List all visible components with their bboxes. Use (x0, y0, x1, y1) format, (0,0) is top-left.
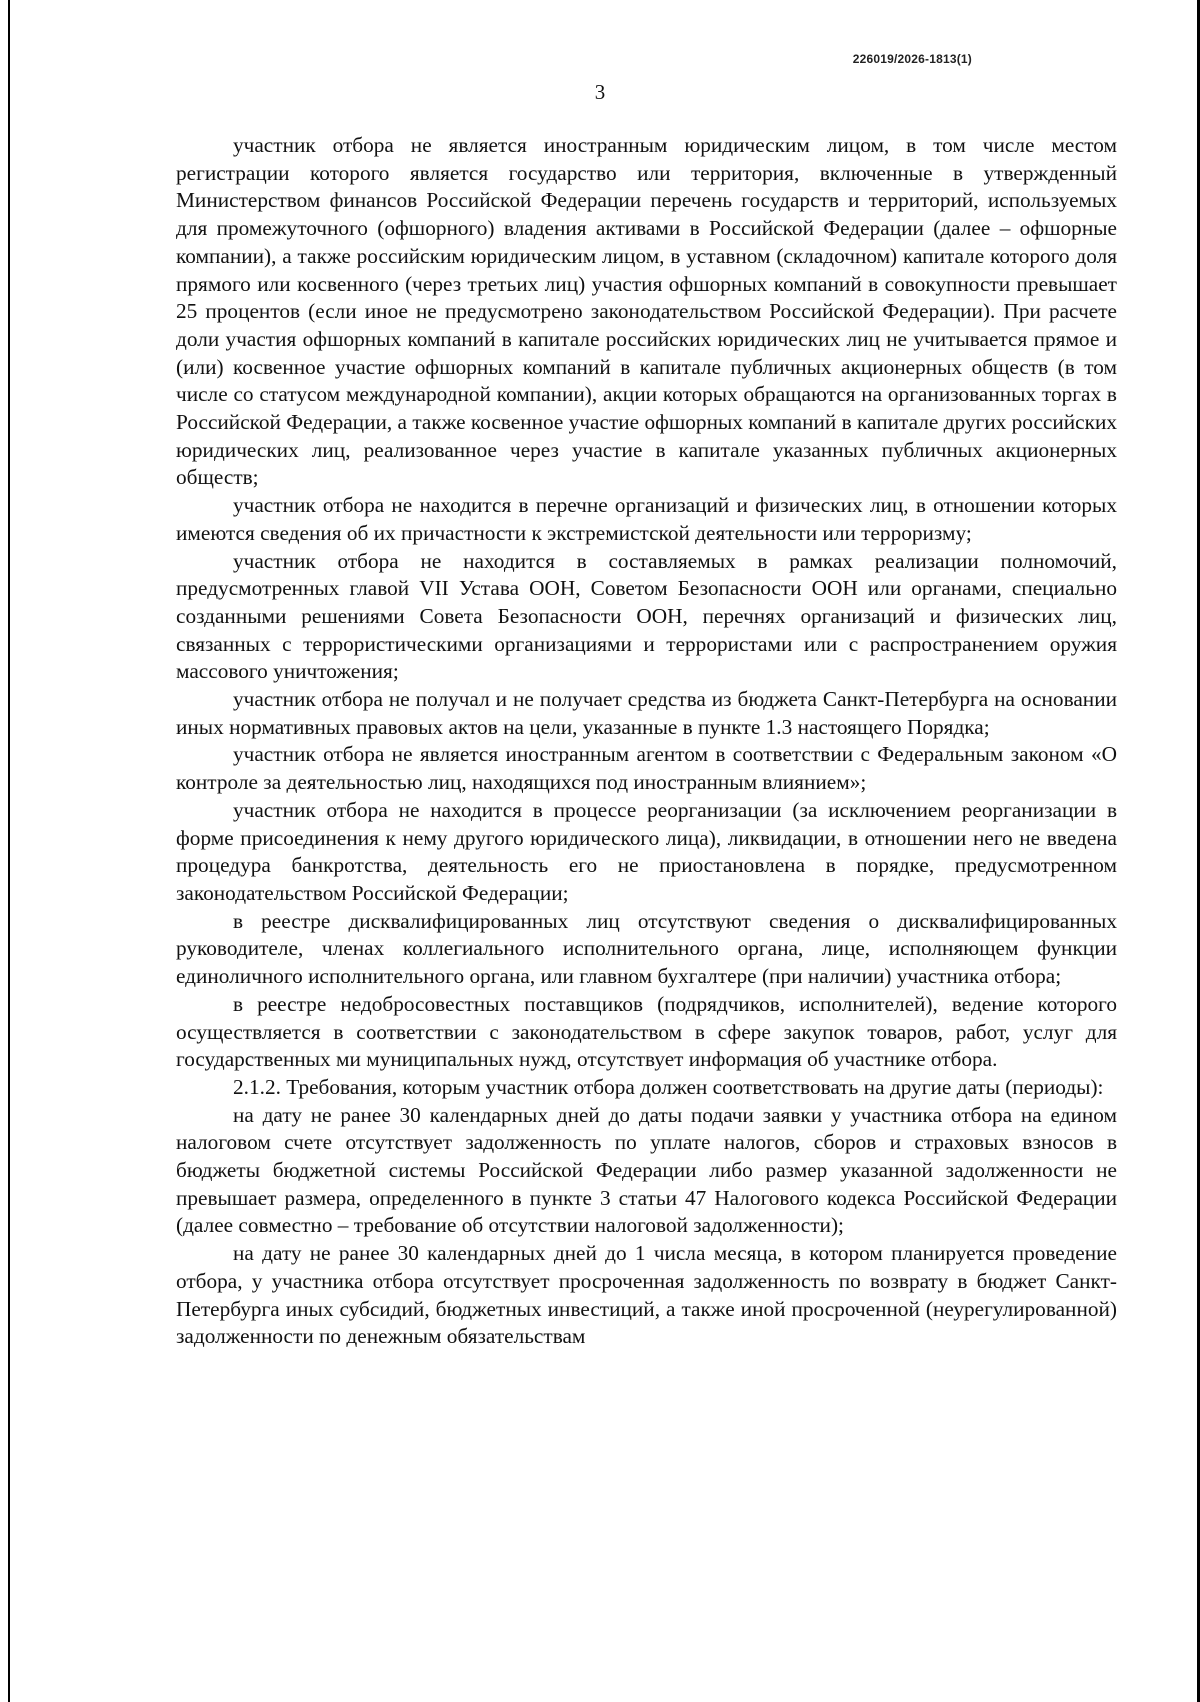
paragraph-budget-funds: участник отбора не получал и не получает средства из бюджета Санкт-Петербурга на основании иных нормативных правовых актов на цели, указанные в пункте 1.3 настоящего Порядка; (176, 687, 1117, 739)
paragraph-reorganization: участник отбора не находится в процессе реорганизации (за исключением реорганизации в форме присоединения к нему другого юридического лица), ликвидации, в отношении него не введена процедура банкротства, деятельность его не приостановлена в порядке, предусмотренном законодательством Российской Федерации; (176, 797, 1117, 905)
paragraph-un-sanctions-list: участник отбора не находится в составляемых в рамках реализации полномочий, предусмотренных главой VII Устава ООН, Советом Безопасности ООН или органами, специально созданными решениями Совета Безопасности ООН, перечнях организаций и физических лиц, связанных с террористическими организациями и террористами или с распространением оружия массового уничтожения; (176, 548, 1117, 684)
paragraph-overdue-debt: на дату не ранее 30 календарных дней до 1 числа месяца, в котором планируется проведение отбора, у участника отбора отсутствует просроченная задолженность по возврату в бюджет Санкт-Петербурга иных субсидий, бюджетных инвестиций, а также иной просроченной (неурегулированной) задолженности по денежным обязательствам (176, 1241, 1117, 1349)
document-body (176, 132, 1117, 1351)
paragraph-disqualified-persons: в реестре дисквалифицированных лиц отсутствуют сведения о дисквалифицированных руководителе, членах коллегиального исполнительного органа, лице, исполняющем функции единоличного исполнительного органа, или главном бухгалтере (при наличии) участника отбора; (176, 908, 1117, 989)
paragraph-unfair-suppliers: в реестре недобросовестных поставщиков (подрядчиков, исполнителей), ведение которого осуществляется в соответствии с законодательством в сфере закупок товаров, работ, услуг для государственных ми муниципальных нужд, отсутствует информация об участнике отбора. (176, 991, 1117, 1072)
paragraph-extremism-list: участник отбора не находится в перечне организаций и физических лиц, в отношении которых имеются сведения об их причастности к экстремистской деятельности или терроризму; (176, 493, 1117, 545)
scan-edge-left (8, 0, 10, 1702)
page-number: 3 (594, 80, 606, 104)
paragraph-offshore-requirement: участник отбора не является иностранным юридическим лицом, в том числе местом регистрации которого является государство или территория, включенные в утвержденный Министерством финансов Российской Федерации перечень государств и территорий, используемых для промежуточного (офшорного) владения активами в Российской Федерации (далее – офшорные компании), а также российским юридическим лицом, в уставном (складочном) капитале которого доля прямого или косвенного (через третьих лиц) участия офшорных компаний в совокупности превышает 25 процентов (если иное не предусмотрено законодательством Российской Федерации). При расчете доли участия офшорных компаний в капитале российских юридических лиц не учитывается прямое и (или) косвенное участие офшорных компаний в капитале публичных акционерных обществ (в том числе со статусом международной компании), акции которых обращаются на организованных торгах в Российской Федерации, а также косвенное участие офшорных компаний в капитале других российских юридических лиц, реализованное через участие в капитале указанных публичных акционерных обществ; (176, 133, 1117, 490)
document-id: 226019/2026-1813(1) (852, 52, 972, 66)
paragraph-tax-debt: на дату не ранее 30 календарных дней до даты подачи заявки у участника отбора на едином налоговом счете отсутствует задолженность по уплате налогов, сборов и страховых взносов в бюджеты бюджетной системы Российской Федерации либо размер указанной задолженности не превышает размера, определенного в пункте 3 статьи 47 Налогового кодекса Российской Федерации (далее совместно – требование об отсутствии налоговой задолженности); (176, 1102, 1117, 1238)
paragraph-foreign-agent: участник отбора не является иностранным агентом в соответствии с Федеральным законом «О контроле за деятельностью лиц, находящихся под иностранным влиянием»; (176, 742, 1117, 795)
paragraph-section-2-1-2: 2.1.2. Требования, которым участник отбора должен соответствовать на другие даты (периоды): (233, 1074, 1104, 1099)
